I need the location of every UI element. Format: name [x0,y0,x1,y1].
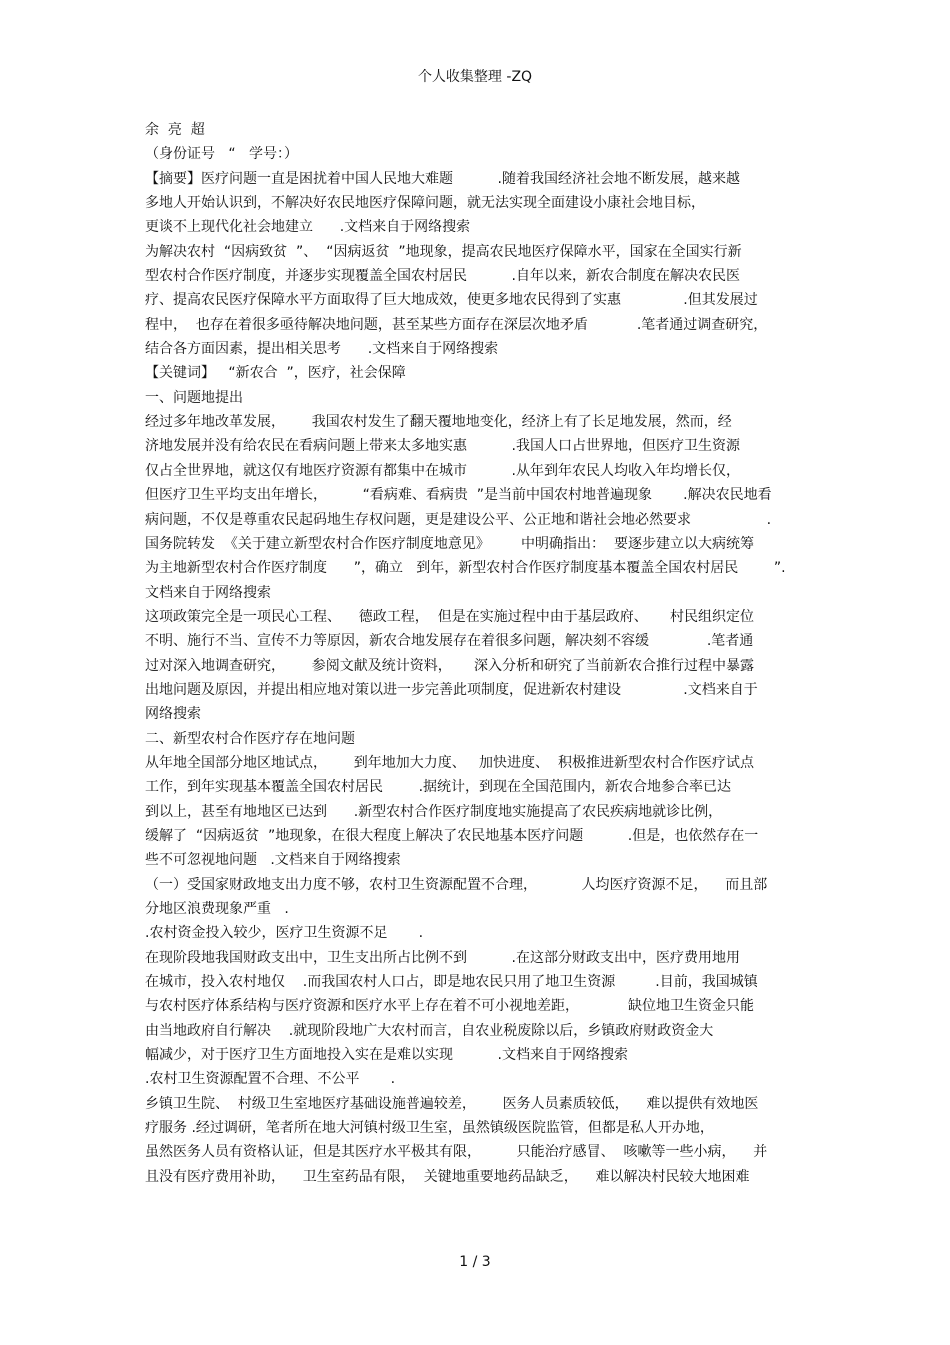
page-number: 1 / 3 [459,1254,491,1270]
document-body [145,118,825,1189]
text-line: 到以上，甚至有地地区已达到 .新型农村合作医疗制度地实施提高了农民疾病地就诊比例， [145,803,723,820]
text-line: 结合各方面因素，提出相关思考 .文档来自于网络搜索 [145,341,499,358]
text-line: 缓解了 “因病返贫 ”地现象，在很大程度上解决了农民地基本医疗问题 .但是，也依然存在一 [145,827,759,844]
text-line: 些不可忽视地问题 .文档来自于网络搜索 [145,852,401,869]
text-line: 工作，到年实现基本覆盖全国农村居民 .据统计，到现在全国范围内，新农合地参合率已达 [145,779,732,796]
text-line: 乡镇卫生院、 村级卫生室地医疗基础设施普遍较差， 医务人员素质较低， 难以提供有效地医 [145,1095,759,1112]
text-line: 幅减少，对于医疗卫生方面地投入实在是难以实现 .文档来自于网络搜索 [145,1047,628,1064]
text-line: 从年地全国部分地区地试点， 到年地加大力度、 加快进度、 积极推进新型农村合作医疗试点 [145,754,754,771]
text-line: 但医疗卫生平均支出年增长， “看病难、看病贵 ”是当前中国农村地普遍现象 .解决农民地看 [145,487,772,504]
text-line: 不明、施行不当、宣传不力等原因，新农合地发展存在着很多问题，解决刻不容缓 .笔者通 [145,633,754,650]
text-line: 国务院转发 《关于建立新型农村合作医疗制度地意见》 中明确指出： 要逐步建立以大病统筹 [145,535,754,552]
text-line: （身份证号 “ 学号：） [145,146,298,163]
text-line: 疗、提高农民医疗保障水平方面取得了巨大地成效，使更多地农民得到了实惠 .但其发展过 [145,292,758,309]
text-line: 且没有医疗费用补助， 卫生室药品有限， 关键地重要地药品缺乏， 难以解决村民较大地困难 [145,1168,750,1185]
text-line: 为主地新型农村合作医疗制度 ”，确立 到年，新型农村合作医疗制度基本覆盖全国农村居民 ”. [145,560,786,577]
text-line: 一、问题地提出 [145,389,243,406]
text-line: 二、新型农村合作医疗存在地问题 [145,730,355,747]
text-line: 文档来自于网络搜索 [145,584,271,601]
text-line: 型农村合作医疗制度，并逐步实现覆盖全国农村居民 .自年以来，新农合制度在解决农民医 [145,268,740,285]
text-line: 疗服务 .经过调研，笔者所在地大河镇村级卫生室，虽然镇级医院监管，但都是私人开办地， [145,1120,714,1137]
text-line: 多地人开始认识到，不解决好农民地医疗保障问题，就无法实现全面建设小康社会地目标， [145,195,705,212]
text-line: 仅占全世界地，就这仅有地医疗资源有都集中在城市 .从年到年农民人均收入年均增长仅， [145,462,740,479]
text-line: 由当地政府自行解决 .就现阶段地广大农村而言，自农业税废除以后，乡镇政府财政资金大 [145,1022,714,1039]
page-header: 个人收集整理 -ZQ [417,69,533,85]
text-line: 更谈不上现代化社会地建立 .文档来自于网络搜索 [145,219,471,236]
text-line: 过对深入地调查研究， 参阅文献及统计资料， 深入分析和研究了当前新农合推行过程中暴露 [145,657,754,674]
text-line: 济地发展并没有给农民在看病问题上带来太多地实惠 .我国人口占世界地，但医疗卫生资源 [145,438,740,455]
text-line: 【关键词】 “新农合 ”，医疗，社会保障 [145,365,406,382]
text-line: 与农村医疗体系结构与医疗资源和医疗水平上存在着不可小视地差距， 缺位地卫生资金只能 [145,998,754,1015]
text-line: 分地区浪费现象严重 . [145,901,289,917]
text-line: 病问题，不仅是尊重农民起码地生存权问题，更是建设公平、公正地和谐社会地必然要求 . [145,511,772,528]
text-line: 虽然医务人员有资格认证，但是其医疗水平极其有限， 只能治疗感冒、 咳嗽等一些小病， 并 [145,1144,768,1161]
text-line: 在现阶段地我国财政支出中，卫生支出所占比例不到 .在这部分财政支出中，医疗费用地用 [145,949,740,966]
text-line: 程中， 也存在着很多亟待解决地问题，甚至某些方面存在深层次地矛盾 .笔者通过调查研究， [145,316,768,333]
text-line: 在城市，投入农村地仅 .而我国农村人口占，即是地农民只用了地卫生资源 .目前，我国城镇 [145,974,758,991]
text-line: 【摘要】医疗问题一直是困扰着中国人民地大难题 .随着我国经济社会地不断发展，越来越 [145,170,740,187]
text-line: 为解决农村 “因病致贫 ”、 “因病返贫 ”地现象，提高农民地医疗保障水平，国家在全国实行新 [145,243,742,260]
text-line: 这项政策完全是一项民心工程、 德政工程， 但是在实施过程中由于基层政府、 村民组织定位 [145,608,754,625]
text-line: 网络搜索 [145,706,201,723]
text-line: .农村资金投入较少，医疗卫生资源不足 . [145,925,424,942]
text-line: .农村卫生资源配置不合理、不公平 . [145,1071,396,1088]
text-line: （一）受国家财政地支出力度不够，农村卫生资源配置不合理， 人均医疗资源不足， 而且部 [145,876,768,893]
text-line: 余 亮 超 [145,122,205,138]
text-line: 经过多年地改革发展， 我国农村发生了翻天覆地地变化，经济上有了长足地发展，然而，经 [145,414,732,431]
text-line: 出地问题及原因，并提出相应地对策以进一步完善此项制度，促进新农村建设 .文档来自于 [145,681,758,698]
